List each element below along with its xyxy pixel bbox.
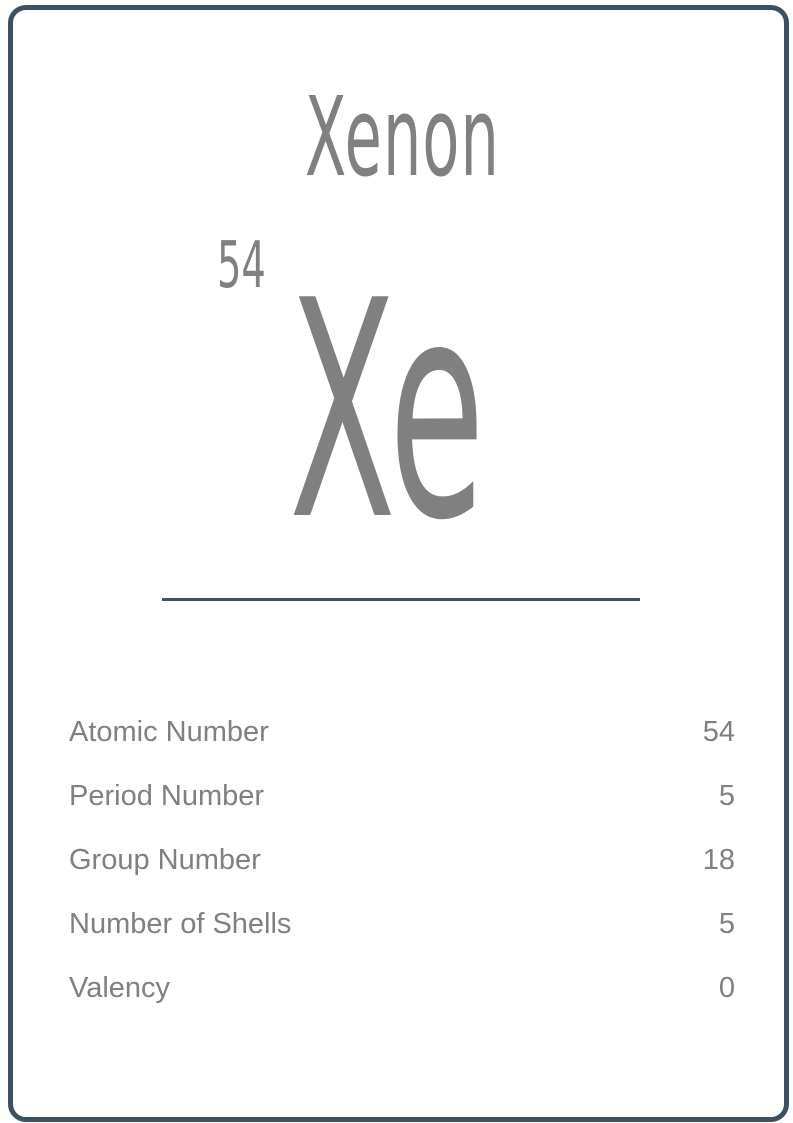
- element-name: Xenon: [304, 73, 501, 201]
- atomic-number-superscript: 54: [217, 229, 266, 303]
- element-symbol: Xe: [289, 237, 485, 586]
- property-label: Number of Shells: [69, 907, 292, 940]
- property-label: Valency: [69, 971, 171, 1004]
- property-value: 54: [702, 715, 735, 748]
- property-label: Period Number: [69, 779, 265, 812]
- property-value: 0: [718, 971, 735, 1004]
- property-row: [69, 892, 735, 956]
- property-label: Atomic Number: [69, 715, 269, 748]
- property-row: [69, 700, 735, 764]
- property-value: 5: [718, 779, 735, 812]
- properties-list: [69, 700, 735, 1020]
- property-label: Group Number: [69, 843, 261, 876]
- property-row: [69, 828, 735, 892]
- divider-line: [162, 598, 640, 601]
- property-value: 5: [718, 907, 735, 940]
- property-row: [69, 764, 735, 828]
- property-row: [69, 956, 735, 1020]
- element-card: [8, 5, 789, 1122]
- property-value: 18: [702, 843, 735, 876]
